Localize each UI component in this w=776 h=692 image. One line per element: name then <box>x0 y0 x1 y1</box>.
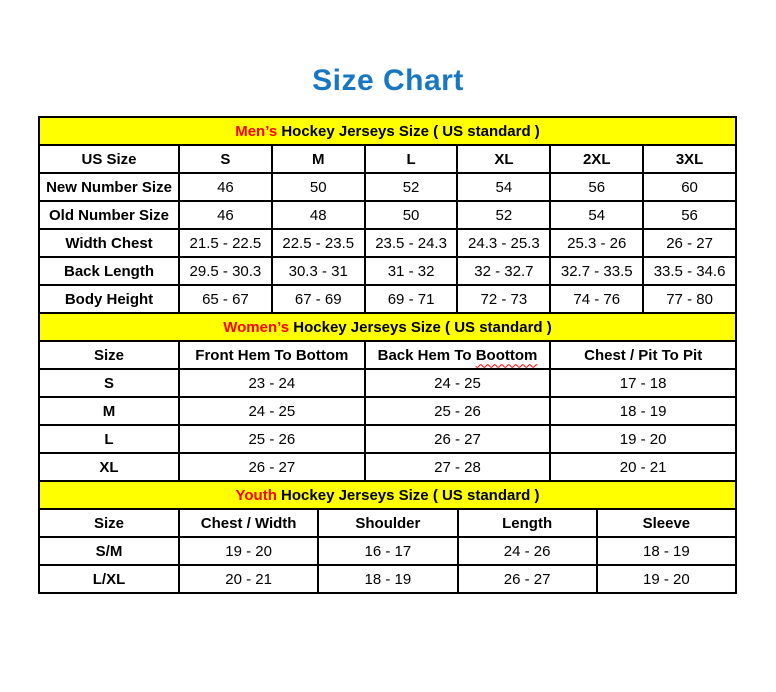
table-row <box>39 425 736 453</box>
table-row <box>39 229 736 257</box>
table-cell: 33.5 - 34.6 <box>643 257 736 285</box>
table-cell: 46 <box>179 173 272 201</box>
table-row <box>39 201 736 229</box>
table-cell: 29.5 - 30.3 <box>179 257 272 285</box>
table-cell: 54 <box>550 201 643 229</box>
section-header-youth: Youth Hockey Jerseys Size ( US standard ) <box>39 481 736 509</box>
section-band-row <box>39 117 736 145</box>
column-header: Front Hem To Bottom <box>179 341 365 369</box>
table-cell: 26 - 27 <box>179 453 365 481</box>
table-cell: 72 - 73 <box>457 285 550 313</box>
column-header: Size <box>39 509 179 537</box>
table-row <box>39 537 736 565</box>
row-label: L <box>39 425 179 453</box>
table-cell: 67 - 69 <box>272 285 365 313</box>
table-row <box>39 565 736 593</box>
table-cell: 26 - 27 <box>643 229 736 257</box>
table-cell: 56 <box>550 173 643 201</box>
table-cell: 24 - 25 <box>179 397 365 425</box>
column-header: Length <box>458 509 597 537</box>
table-cell: 21.5 - 22.5 <box>179 229 272 257</box>
table-cell: 30.3 - 31 <box>272 257 365 285</box>
section-header-womens: Women’s Hockey Jerseys Size ( US standard ) <box>39 313 736 341</box>
column-header: Chest / Pit To Pit <box>550 341 736 369</box>
table-row <box>39 369 736 397</box>
table-cell: 25 - 26 <box>365 397 551 425</box>
table-cell: 52 <box>457 201 550 229</box>
table-cell: 32.7 - 33.5 <box>550 257 643 285</box>
size-chart <box>38 116 737 594</box>
table-cell: 27 - 28 <box>365 453 551 481</box>
table-cell: 24 - 26 <box>458 537 597 565</box>
section-band-row <box>39 481 736 509</box>
table-row <box>39 257 736 285</box>
table-cell: 54 <box>457 173 550 201</box>
table-cell: 56 <box>643 201 736 229</box>
table-cell: 19 - 20 <box>597 565 736 593</box>
table-cell: 25.3 - 26 <box>550 229 643 257</box>
column-header: L <box>365 145 458 173</box>
table-cell: 23 - 24 <box>179 369 365 397</box>
table-cell: 26 - 27 <box>365 425 551 453</box>
row-label: New Number Size <box>39 173 179 201</box>
table-row <box>39 285 736 313</box>
table-cell: 26 - 27 <box>458 565 597 593</box>
table-cell: 18 - 19 <box>597 537 736 565</box>
size-table-mens <box>38 116 737 314</box>
table-cell: 50 <box>365 201 458 229</box>
column-header: 3XL <box>643 145 736 173</box>
table-cell: 48 <box>272 201 365 229</box>
section-header-highlight: Men’s <box>235 122 278 140</box>
table-cell: 52 <box>365 173 458 201</box>
column-header: Sleeve <box>597 509 736 537</box>
table-cell: 50 <box>272 173 365 201</box>
table-cell: 18 - 19 <box>318 565 457 593</box>
section-band-row <box>39 313 736 341</box>
table-cell: 16 - 17 <box>318 537 457 565</box>
column-header: Shoulder <box>318 509 457 537</box>
row-label: L/XL <box>39 565 179 593</box>
column-header: Back Hem To Boottom <box>365 341 551 369</box>
column-header: M <box>272 145 365 173</box>
row-label: S/M <box>39 537 179 565</box>
table-row <box>39 453 736 481</box>
table-cell: 60 <box>643 173 736 201</box>
column-header-row <box>39 341 736 369</box>
row-label: S <box>39 369 179 397</box>
row-label: Width Chest <box>39 229 179 257</box>
section-header-mens: Men’s Hockey Jerseys Size ( US standard ) <box>39 117 736 145</box>
table-cell: 31 - 32 <box>365 257 458 285</box>
table-cell: 23.5 - 24.3 <box>365 229 458 257</box>
row-label: XL <box>39 453 179 481</box>
table-cell: 19 - 20 <box>179 537 318 565</box>
column-header: Chest / Width <box>179 509 318 537</box>
table-cell: 18 - 19 <box>550 397 736 425</box>
table-cell: 65 - 67 <box>179 285 272 313</box>
table-cell: 74 - 76 <box>550 285 643 313</box>
table-cell: 69 - 71 <box>365 285 458 313</box>
table-cell: 19 - 20 <box>550 425 736 453</box>
table-cell: 24 - 25 <box>365 369 551 397</box>
table-cell: 77 - 80 <box>643 285 736 313</box>
column-header: Size <box>39 341 179 369</box>
table-cell: 32 - 32.7 <box>457 257 550 285</box>
column-header: XL <box>457 145 550 173</box>
table-cell: 20 - 21 <box>550 453 736 481</box>
table-row <box>39 397 736 425</box>
section-header-highlight: Youth <box>235 486 277 504</box>
table-cell: 20 - 21 <box>179 565 318 593</box>
table-cell: 22.5 - 23.5 <box>272 229 365 257</box>
table-cell: 25 - 26 <box>179 425 365 453</box>
column-header-row <box>39 509 736 537</box>
size-table-youth <box>38 480 737 594</box>
column-header: US Size <box>39 145 179 173</box>
row-label: M <box>39 397 179 425</box>
row-label: Back Length <box>39 257 179 285</box>
table-cell: 24.3 - 25.3 <box>457 229 550 257</box>
table-cell: 46 <box>179 201 272 229</box>
table-cell: 17 - 18 <box>550 369 736 397</box>
page-title: Size Chart <box>312 64 464 97</box>
row-label: Old Number Size <box>39 201 179 229</box>
section-header-highlight: Women’s <box>223 318 290 336</box>
column-header: 2XL <box>550 145 643 173</box>
column-header: S <box>179 145 272 173</box>
row-label: Body Height <box>39 285 179 313</box>
table-row <box>39 173 736 201</box>
misspelled-word: Boottom <box>475 346 538 364</box>
size-table-womens <box>38 312 737 482</box>
column-header-row <box>39 145 736 173</box>
